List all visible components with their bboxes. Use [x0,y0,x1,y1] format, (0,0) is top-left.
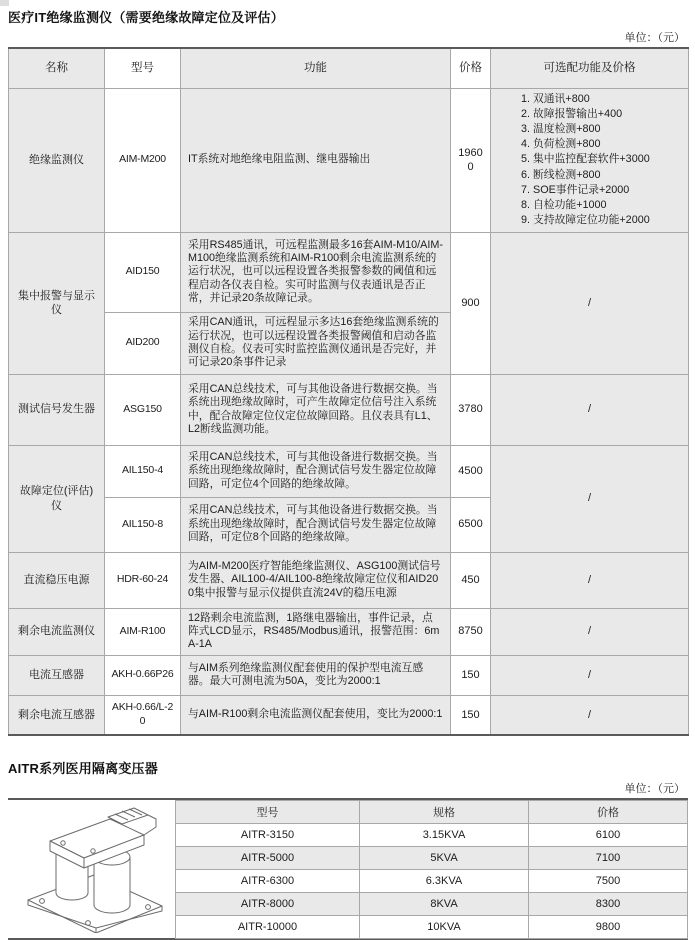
product-model: HDR-60-24 [105,552,181,608]
product-name: 故障定位(评估)仪 [9,445,105,552]
transformer-model: AITR-5000 [176,847,360,870]
unit-label: 单位：（元） [624,783,685,796]
product-options: / [491,374,689,445]
product-function: 采用CAN通讯，可远程显示多达16套绝缘监测系统的运行状况，也可以远程设置各类报警阈值和启动各监测仪自检。仪表可实时监控监测仪通讯是否完好，并可记录20条事件记录 [181,312,451,374]
col-header-model: 型号 [105,48,181,88]
table-row [176,893,688,916]
product-function: 采用CAN总线技术，可与其他设备进行数据交换。当系统出现绝缘故障时，可产生故障定位信号注入系统中，配合故障定位仪定位故障回路。且仪表具有L1、L2断线监测功能。 [181,374,451,445]
product-price: 150 [451,655,491,695]
table-row [9,655,689,695]
transformer-price: 7100 [529,847,688,870]
product-name: 剩余电流互感器 [9,695,105,735]
transformer-spec: 10KVA [360,916,529,939]
table-header-row [176,801,688,824]
table-row [9,445,689,497]
transformer-spec: 6.3KVA [360,870,529,893]
product-name: 电流互感器 [9,655,105,695]
table-row [176,870,688,893]
product-name: 集中报警与显示仪 [9,232,105,374]
option-item: 8. 自检功能+1000 [521,198,607,211]
product-options: / [491,445,689,552]
transformer-spec: 8KVA [360,893,529,916]
transformer-price: 7500 [529,870,688,893]
transformer-price: 9800 [529,916,688,939]
product-function: 采用CAN总线技术，可与其他设备进行数据交换。当系统出现绝缘故障时，配合测试信号发生器定位故障回路，可定位8个回路的绝缘故障。 [181,497,451,552]
product-model: AIL150-8 [105,497,181,552]
product-price: 3780 [451,374,491,445]
col-header-price: 价格 [529,801,688,824]
section1-title: 医疗IT绝缘监测仪（需要绝缘故障定位及评估） [8,10,284,25]
col-header-function: 功能 [181,48,451,88]
product-model: AID150 [105,232,181,312]
transformer-spec: 5KVA [360,847,529,870]
product-price: 150 [451,695,491,735]
transformer-model: AITR-10000 [176,916,360,939]
option-item: 4. 负荷检测+800 [521,138,601,151]
product-function: 采用CAN总线技术，可与其他设备进行数据交换。当系统出现绝缘故障时，配合测试信号发生器定位故障回路，可定位4个回路的绝缘故障。 [181,445,451,497]
product-price: 8750 [451,608,491,655]
transformer-model: AITR-6300 [176,870,360,893]
product-model: AIM-M200 [105,88,181,232]
transformer-icon [16,805,168,933]
table-row [176,824,688,847]
table-row [176,916,688,939]
col-header-model: 型号 [176,801,360,824]
col-header-name: 名称 [9,48,105,88]
product-options: / [491,695,689,735]
product-model: AKH-0.66P26 [105,655,181,695]
product-model: ASG150 [105,374,181,445]
option-item: 9. 支持故障定位功能+2000 [521,213,650,226]
product-name: 直流稳压电源 [9,552,105,608]
col-header-options: 可选配功能及价格 [491,48,689,88]
product-name: 剩余电流监测仪 [9,608,105,655]
transformer-table-block [8,798,688,940]
option-item: 7. SOE事件记录+2000 [521,183,630,196]
product-function: 为AIM-M200医疗智能绝缘监测仪、ASG100测试信号发生器、AIL100-4/AIL100-8绝缘故障定位仪和AID200集中报警与显示仪提供直流24V的稳压电源 [181,552,451,608]
table-row [9,608,689,655]
option-item: 5. 集中监控配套软件+3000 [521,153,650,166]
product-price: 19600 [451,88,491,232]
transformer-price: 8300 [529,893,688,916]
transformer-price-table [175,800,688,939]
option-item: 6. 断线检测+800 [521,168,601,181]
product-function: 与AIM-R100剩余电流监测仪配套使用，变比为2000:1 [181,695,451,735]
product-model: AIM-R100 [105,608,181,655]
product-function: 采用RS485通讯，可远程监测最多16套AIM-M10/AIM-M100绝缘监测系统和AIM-R100剩余电流监测系统的运行状况，也可以远程设置各类报警参数的阈值和远程启动各仪表自检。实可时监测与仪表通讯是否正常，并记录20条故障记录。 [181,232,451,312]
transformer-model: AITR-3150 [176,824,360,847]
table-row [9,232,689,312]
table-header-row [9,48,689,88]
product-options: / [491,608,689,655]
col-header-spec: 规格 [360,801,529,824]
option-item: 1. 双通讯+800 [521,93,590,105]
table-row [176,847,688,870]
table-row [9,695,689,735]
col-header-price: 价格 [451,48,491,88]
section2-title: AITR系列医用隔离变压器 [8,761,158,777]
product-model: AID200 [105,312,181,374]
product-price: 900 [451,232,491,374]
product-options-list [491,88,689,232]
product-options: / [491,232,689,374]
product-price: 450 [451,552,491,608]
product-price: 6500 [451,497,491,552]
product-name: 绝缘监测仪 [9,88,105,232]
product-price: 4500 [451,445,491,497]
products-price-table [8,47,689,736]
product-function: IT系统对地绝缘电阻监测、继电器输出 [181,88,451,232]
scan-artifact [0,0,9,6]
product-options: / [491,655,689,695]
transformer-model: AITR-8000 [176,893,360,916]
table-row [9,88,689,232]
unit-label: 单位：（元） [624,32,685,44]
table-row [9,552,689,608]
transformer-line-drawing [8,800,175,938]
product-model: AKH-0.66/L-20 [105,695,181,735]
product-function: 12路剩余电流监测，1路继电器输出，事件记录，点阵式LCD显示，RS485/Modbus通讯，报警范围：6mA-1A [181,608,451,655]
table-row [9,374,689,445]
transformer-price: 6100 [529,824,688,847]
transformer-spec: 3.15KVA [360,824,529,847]
option-item: 2. 故障报警输出+400 [521,108,623,121]
option-item: 3. 温度检测+800 [521,123,601,136]
product-model: AIL150-4 [105,445,181,497]
product-options: / [491,552,689,608]
product-name: 测试信号发生器 [9,374,105,445]
product-function: 与AIM系列绝缘监测仪配套使用的保护型电流互感器。最大可测电流为50A，变比为2000:1 [181,655,451,695]
